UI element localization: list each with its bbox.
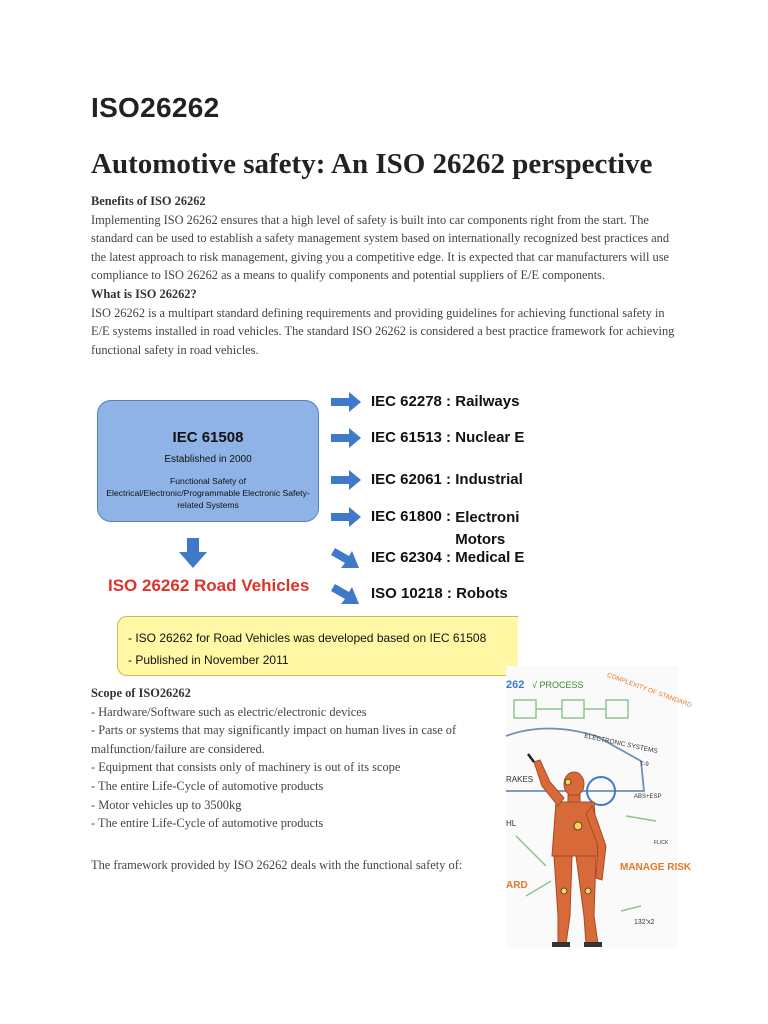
scope-item: - Parts or systems that may significantly impact on human lives in case of malfunction/failure are considered. — [91, 723, 457, 756]
sketch-label: ABS+ESP — [634, 794, 662, 800]
down-right-arrow-icon — [331, 548, 361, 570]
sketch-label: T-9 — [640, 762, 649, 768]
iso-26262-road-vehicles-label: ISO 26262 Road Vehicles — [108, 576, 310, 595]
scope-heading: Scope of ISO26262 — [91, 686, 191, 700]
standard-code: ISO 10218 — [371, 585, 443, 602]
scope-item: - Equipment that consists only of machinery is out of its scope — [91, 760, 401, 775]
down-right-arrow-icon — [331, 584, 361, 606]
sketch-label: MANAGE RISK — [620, 862, 692, 873]
callout-note: - ISO 26262 for Road Vehicles was developed based on IEC 61508 — [128, 631, 487, 645]
sketch-label: 132'x2 — [634, 919, 655, 926]
standard-code: IEC 62278 — [371, 393, 442, 410]
benefits-text: Implementing ISO 26262 ensures that a high level of safety is built into car components right from the start. The standard can be used to establish a safety management system based on internationally recognized best practices and the latest approach to risk management, giving you a competitive edge. It is expected that car manufacturers will use compliance to ISO 26262 as a means to qualify components and potential suppliers of E/E components. — [91, 212, 670, 283]
scope-item: - Motor vehicles up to 3500kg — [91, 797, 242, 812]
iec-standards-diagram — [91, 386, 525, 686]
sketch-label: ARD — [506, 880, 528, 891]
right-arrow-icon — [331, 470, 361, 490]
sketch-label: ELECTRONIC SYSTEMS — [583, 732, 659, 756]
iec-61508-box — [97, 400, 319, 522]
page-subtitle: Automotive safety: An ISO 26262 perspective — [91, 148, 653, 180]
sketch-label: HL — [506, 819, 517, 828]
iec-box-established: Established in 2000 — [164, 454, 252, 465]
iec-box-description: Functional Safety of Electrical/Electronic/Programmable Electronic Safety-related Systems — [106, 476, 310, 510]
standard-code: IEC 61800 — [371, 508, 442, 525]
standard-row: IEC 61513 : Nuclear E — [331, 428, 524, 448]
scope-section — [91, 684, 491, 833]
standard-row: IEC 62304 : Medical E — [331, 548, 524, 570]
right-arrow-icon — [331, 428, 361, 448]
callout-note: - Published in November 2011 — [128, 653, 289, 667]
benefits-heading: Benefits of ISO 26262 — [91, 194, 206, 208]
standard-sector: Electroni Motors — [455, 509, 520, 548]
standard-sector: Industrial — [455, 471, 523, 488]
down-arrow-icon — [179, 538, 207, 568]
what-is-heading: What is ISO 26262? — [91, 286, 197, 301]
standard-sector: Nuclear E — [455, 429, 525, 446]
sketch-label: √ PROCESS — [532, 680, 584, 690]
standard-sector: Robots — [456, 585, 508, 602]
sketch-label: COMPLEXITY OF STANDARD — [605, 671, 693, 710]
iec-box-title: IEC 61508 — [172, 429, 244, 446]
sketch-label: FLICK — [654, 840, 669, 846]
sketch-label: 262 — [506, 679, 525, 691]
standard-row: ISO 10218 : Robots — [331, 584, 508, 606]
sketch-label: RAKES — [506, 775, 534, 784]
standard-row: IEC 61800 : Electroni Motors — [331, 507, 517, 551]
crash-test-dummy-illustration — [506, 666, 693, 948]
framework-text: The framework provided by ISO 26262 deals with the functional safety of: — [91, 858, 463, 872]
iso-26262-notes-callout — [117, 616, 518, 676]
right-arrow-icon — [331, 507, 361, 527]
standard-code: IEC 62061 — [371, 471, 442, 488]
standard-sector: Medical E — [455, 549, 525, 566]
standard-code: IEC 62304 — [371, 549, 442, 566]
scope-item: - The entire Life-Cycle of automotive products — [91, 816, 324, 831]
page-title: ISO26262 — [91, 92, 220, 123]
standard-sector: Railways — [455, 393, 520, 410]
what-is-text: ISO 26262 is a multipart standard defining requirements and providing guidelines for achieving functional safety in E/E systems installed in road vehicles. The standard ISO 26262 is considered a best practice framework for achieving functional safety in road vehicles. — [91, 305, 675, 357]
intro-section — [91, 192, 681, 359]
scope-item: - Hardware/Software such as electric/electronic devices — [91, 704, 367, 719]
whiteboard-sketch-icon — [506, 666, 693, 948]
standard-row: IEC 62278 : Railways — [331, 392, 519, 412]
standard-code: IEC 61513 — [371, 429, 442, 446]
standard-row: IEC 62061 : Industrial — [331, 470, 523, 490]
right-arrow-icon — [331, 392, 361, 412]
scope-item: - The entire Life-Cycle of automotive products — [91, 778, 324, 793]
